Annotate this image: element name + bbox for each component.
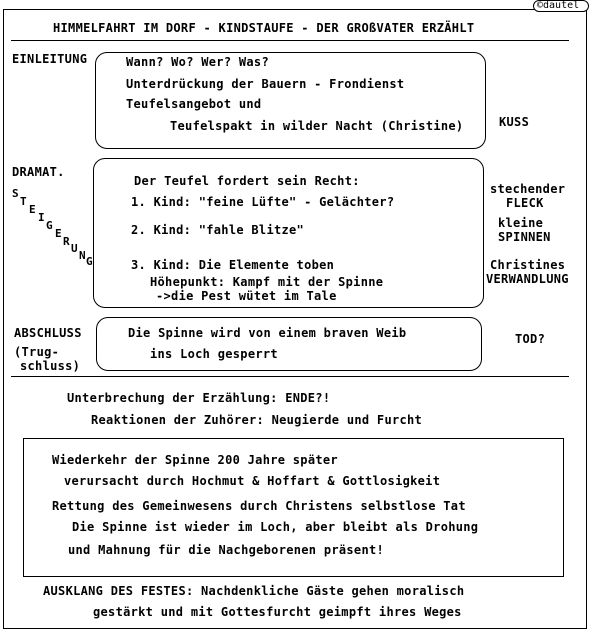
einleitung-line-3: Teufelsangebot und: [126, 97, 262, 111]
logo-stamp: [533, 0, 589, 12]
abschluss-sub-2: schluss): [20, 359, 81, 373]
unterbrechung-line-1: Unterbrechung der Erzählung: ENDE?!: [67, 391, 331, 405]
steigerung-line-1: Der Teufel fordert sein Recht:: [134, 174, 360, 188]
wiederkehr-line-1: Wiederkehr der Spinne 200 Jahre später: [52, 453, 338, 467]
wiederkehr-line-4: Die Spinne ist wieder im Loch, aber bleibt als Drohung: [72, 520, 479, 534]
diag-letter-7: R: [63, 235, 70, 248]
steigerung-line-6: ->die Pest wütet im Tale: [156, 289, 337, 303]
abschluss-label: ABSCHLUSS: [14, 326, 82, 340]
diag-letter-9: N: [79, 249, 86, 262]
steigerung-line-3: 2. Kind: "fahle Blitze": [131, 223, 305, 237]
steigerung-side-6: VERWANDLUNG: [486, 272, 569, 286]
unterbrechung-line-2: Reaktionen der Zuhörer: Neugierde und Furcht: [91, 413, 423, 427]
steigerung-line-2: 1. Kind: "feine Lüfte" - Gelächter?: [131, 195, 395, 209]
steigerung-line-4: 3. Kind: Die Elemente toben: [131, 258, 335, 272]
wiederkehr-line-5: und Mahnung für die Nachgeborenen präsent!: [68, 543, 385, 557]
wiederkehr-line-3: Rettung des Gemeinwesens durch Christens selbstlose Tat: [52, 499, 466, 513]
steigerung-side-1: stechender: [490, 182, 566, 196]
wiederkehr-line-2: verursacht durch Hochmut & Hoffart & Gottlosigkeit: [64, 474, 441, 488]
steigerung-side-5: Christines: [490, 258, 566, 272]
page-title: HIMMELFAHRT IM DORF - KINDSTAUFE - DER GROßVATER ERZÄHLT: [53, 21, 475, 35]
diag-letter-1: S: [12, 187, 19, 200]
steigerung-label: DRAMAT.: [12, 165, 65, 179]
steigerung-line-5: Höhepunkt: Kampf mit der Spinne: [150, 275, 384, 289]
steigerung-side-3: kleine: [498, 216, 544, 230]
ausklang-line-1: AUSKLANG DES FESTES: Nachdenkliche Gäste gehen moralisch: [43, 584, 465, 598]
middle-rule: [11, 376, 569, 377]
diag-letter-6: E: [55, 227, 62, 240]
abschluss-side-note: TOD?: [515, 332, 546, 346]
abschluss-sub-1: (Trug-: [14, 345, 60, 359]
diag-letter-3: E: [29, 203, 36, 216]
diag-letter-4: I: [38, 211, 45, 224]
diag-letter-2: T: [20, 195, 27, 208]
diag-letter-5: G: [46, 219, 53, 232]
steigerung-side-4: SPINNEN: [498, 230, 551, 244]
abschluss-line-1: Die Spinne wird von einem braven Weib: [128, 326, 407, 340]
title-rule: [11, 40, 569, 41]
einleitung-line-4: Teufelspakt in wilder Nacht (Christine): [170, 119, 464, 133]
logo-text: ©dautel: [537, 0, 580, 11]
einleitung-line-1: Wann? Wo? Wer? Was?: [126, 55, 269, 69]
einleitung-line-2: Unterdrückung der Bauern - Frondienst: [126, 77, 405, 91]
steigerung-side-2: FLECK: [506, 196, 544, 210]
diag-letter-8: U: [71, 242, 78, 255]
ausklang-line-2: gestärkt und mit Gottesfurcht geimpft ihres Weges: [93, 605, 462, 619]
einleitung-side-note: KUSS: [499, 115, 530, 129]
abschluss-line-2: ins Loch gesperrt: [150, 347, 278, 361]
diag-letter-10: G: [86, 255, 93, 268]
einleitung-label: EINLEITUNG: [12, 52, 88, 66]
